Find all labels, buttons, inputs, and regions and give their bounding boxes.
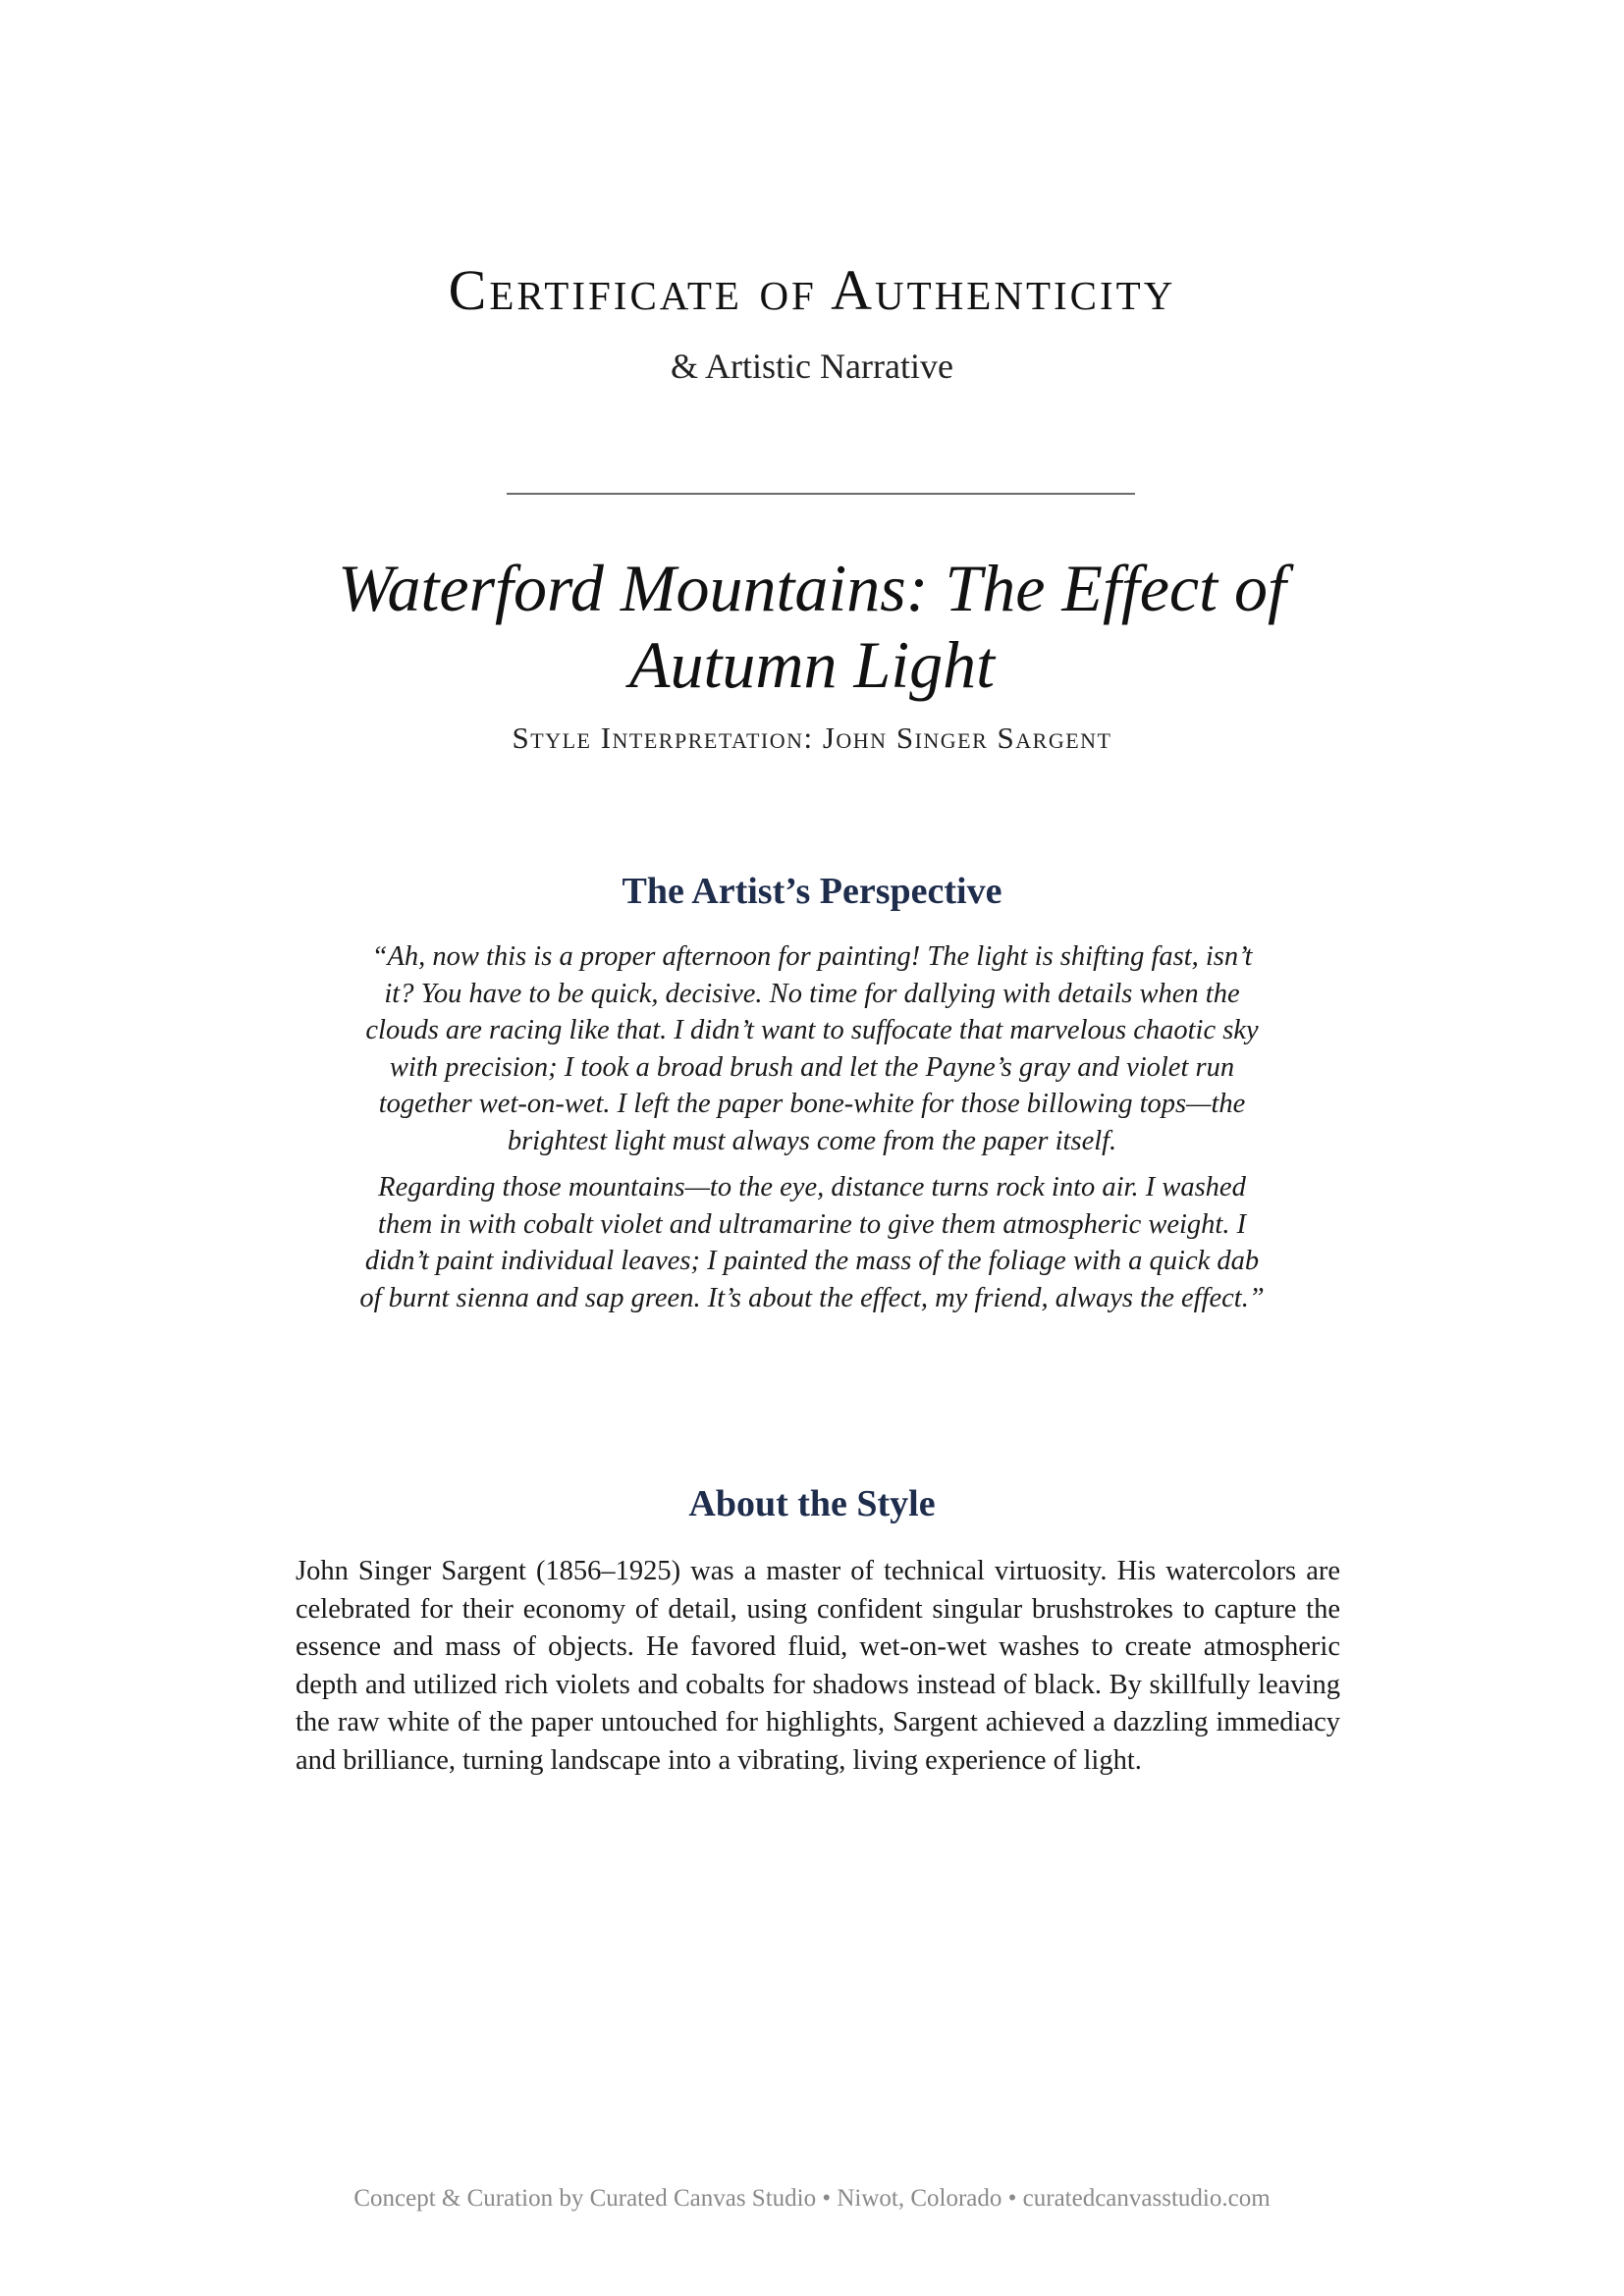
- about-style-heading: About the Style: [688, 1483, 936, 1524]
- certificate-subtitle: & Artistic Narrative: [671, 347, 953, 386]
- artist-quote: [355, 938, 1269, 1326]
- style-interpretation: Style Interpretation: John Singer Sargent: [512, 721, 1112, 755]
- perspective-heading: The Artist’s Perspective: [622, 871, 1002, 912]
- quote-paragraph: Regarding those mountains—to the eye, distance turns rock into air. I washed them in with cobalt violet and ultramarine to give them atmospheric weight. I didn’t paint individual leaves; I painted the mass of the foliage with a quick dab of burnt sienna and sap green. It’s about the effect, my friend, always the effect.”: [359, 1172, 1265, 1313]
- about-style-body: John Singer Sargent (1856–1925) was a master of technical virtuosity. His watercolors are celebrated for their economy of detail, using confident singular brushstrokes to capture the essence and mass of objects. He favored fluid, wet-on-wet washes to create atmospheric depth and utilized rich violets and cobalts for shadows instead of black. By skillfully leaving the raw white of the paper untouched for highlights, Sargent achieved a dazzling immediacy and brilliance, turning landscape into a vibrating, living experience of light.: [296, 1556, 1340, 1776]
- title-divider: [507, 493, 1135, 495]
- artwork-title: Waterford Mountains: The Effect of Autumn Light: [338, 551, 1286, 702]
- footer-credit: Concept & Curation by Curated Canvas Studio • Niwot, Colorado • curatedcanvasstudio.com: [353, 2185, 1271, 2212]
- certificate-title: Certificate of Authenticity: [448, 258, 1176, 322]
- quote-paragraph: “Ah, now this is a proper afternoon for painting! The light is shifting fast, isn’t it? You have to be quick, decisive. No time for dallying with details when the clouds are racing like that. I didn’t want to suffocate that marvelous chaotic sky with precision; I took a broad brush and let the Payne’s gray and violet run together wet-on-wet. I left the paper bone-white for those billowing tops—the brightest light must always come from the paper itself.: [365, 941, 1259, 1156]
